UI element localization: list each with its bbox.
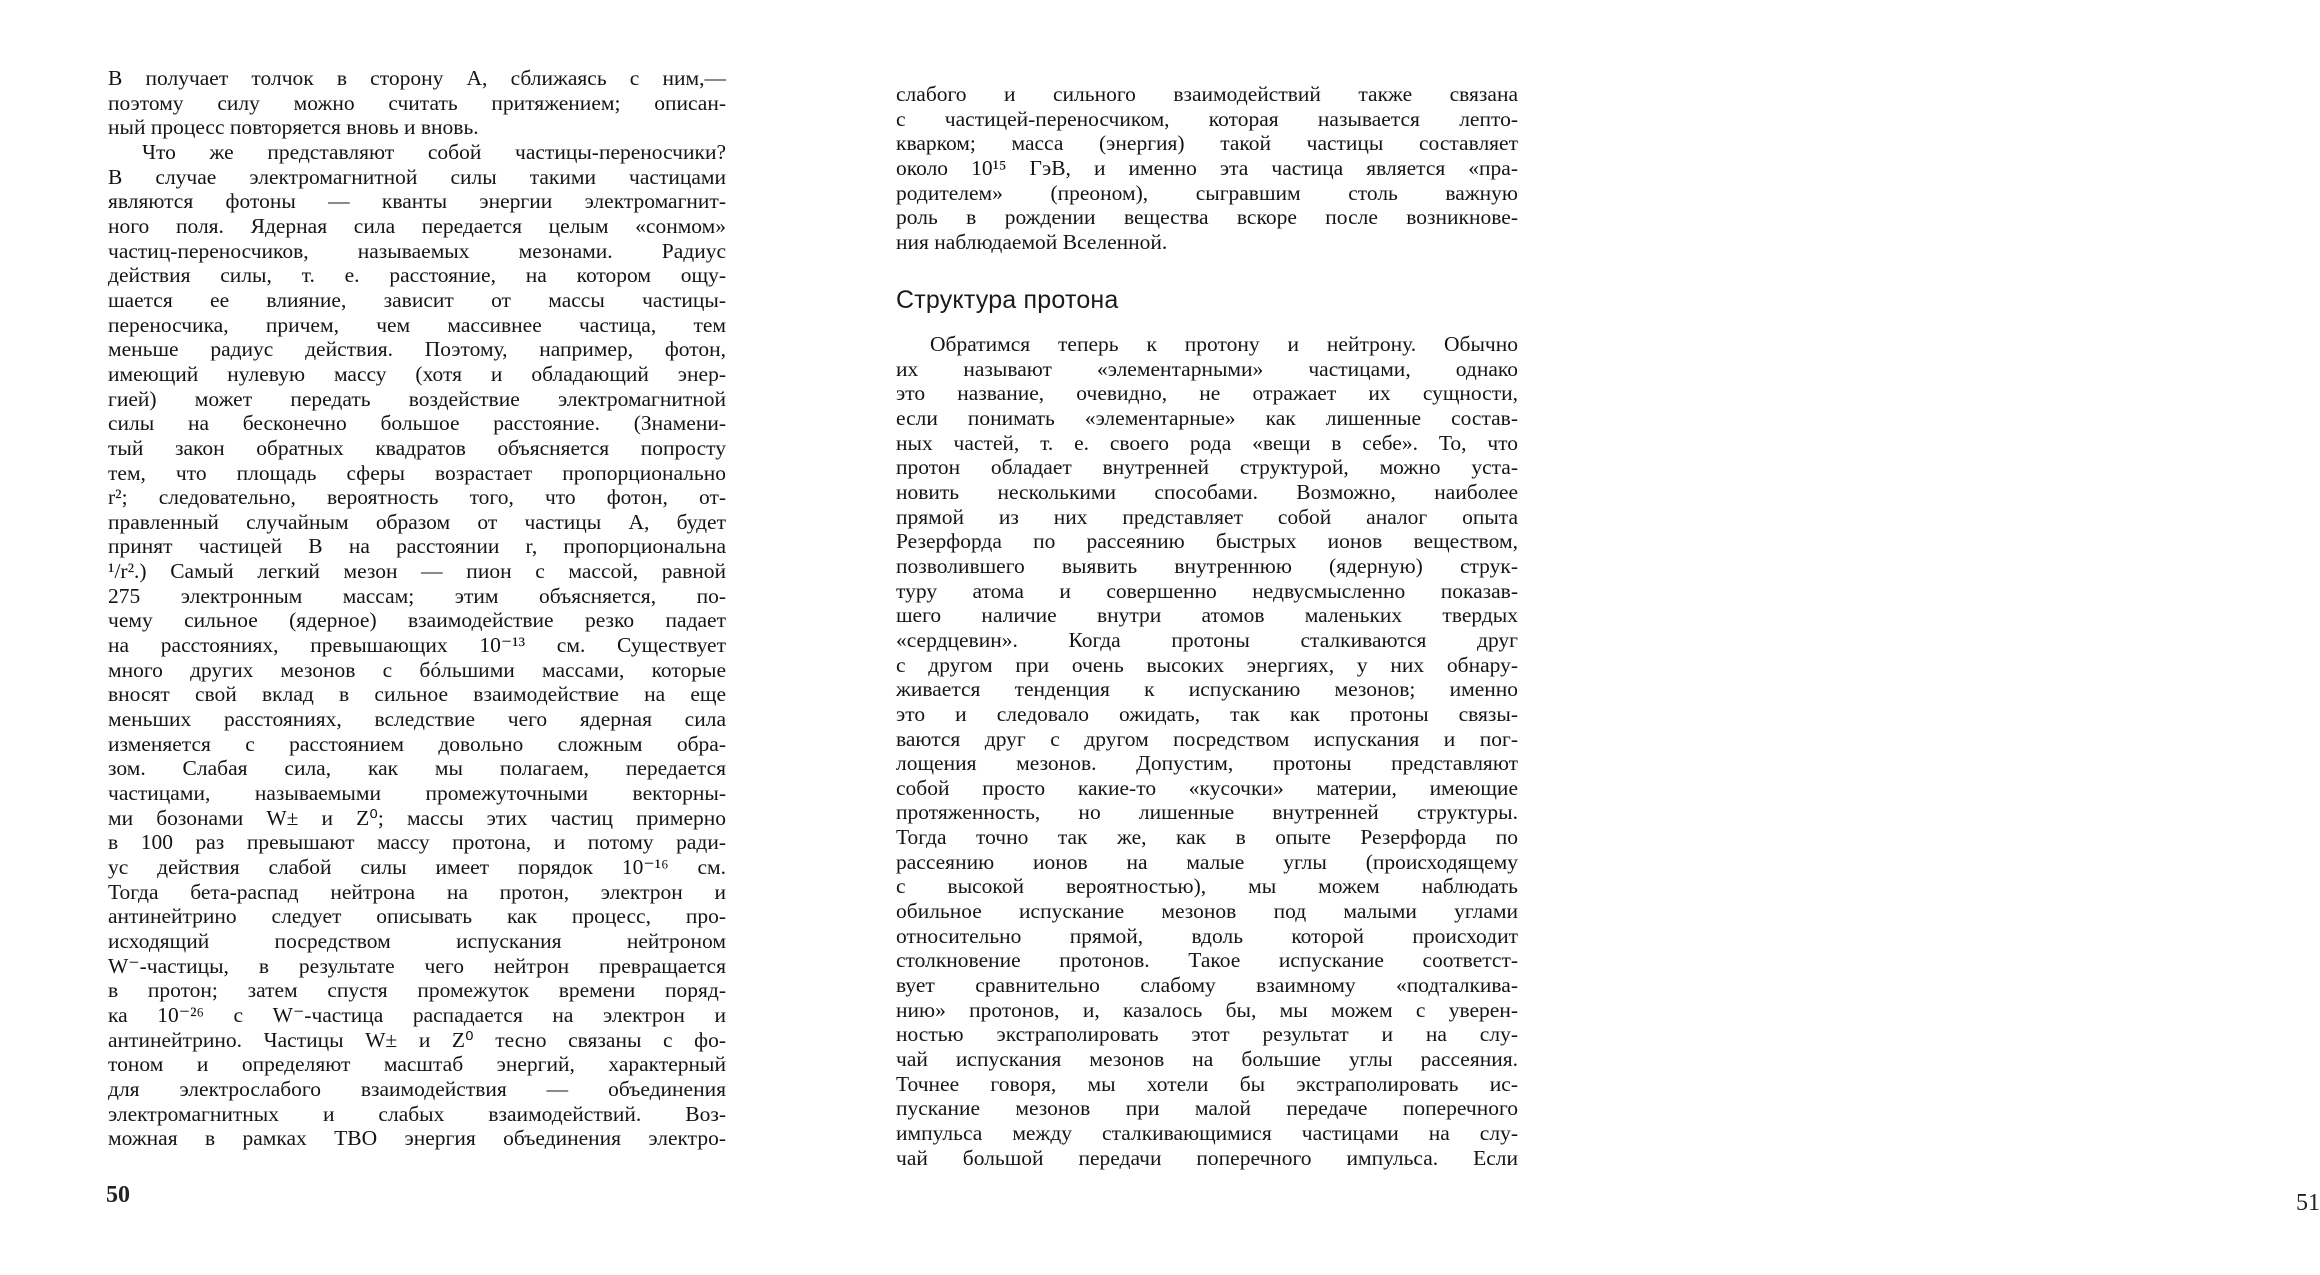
text-line: для электрослабого взаимодействия — объединения	[108, 1076, 726, 1101]
text-line: с высокой вероятностью), мы можем наблюдать	[896, 874, 1518, 899]
text-line: меньших расстояниях, вследствие чего ядерная сила	[108, 707, 726, 732]
text-line: в протон; затем спустя промежуток времени поряд-	[108, 978, 726, 1003]
text-line: кварком; масса (энергия) такой частицы составляет	[896, 131, 1518, 156]
text-line: обильное испускание мезонов под малыми углами	[896, 899, 1518, 924]
text-line: Резерфорда по рассеянию быстрых ионов веществом,	[896, 529, 1518, 554]
text-line: Тогда точно так же, как в опыте Резерфорда по	[896, 825, 1518, 850]
text-line: собой просто какие-то «кусочки» материи, имеющие	[896, 775, 1518, 800]
text-line: Обратимся теперь к протону и нейтрону. Обычно	[930, 332, 1518, 356]
right-page	[800, 0, 2320, 1275]
text-line: чему сильное (ядерное) взаимодействие резко падает	[108, 608, 726, 633]
text-line: много других мезонов с бóльшими массами, которые	[108, 657, 726, 682]
text-line: родителем» (преоном), сыгравшим столь важную	[896, 180, 1518, 205]
right-page-top-text	[896, 82, 1518, 255]
text-line: новить несколькими способами. Возможно, наиболее	[896, 479, 1518, 504]
text-line: чай испускания мезонов на большие углы рассеяния.	[896, 1047, 1518, 1072]
text-line: вует сравнительно слабому взаимному «подталкива-	[896, 973, 1518, 998]
page-number-right: 51	[2296, 1190, 2320, 1216]
text-line: рассеянию ионов на малые углы (происходящему	[896, 849, 1518, 874]
text-line: изменяется с расстоянием довольно сложным обра-	[108, 731, 726, 756]
text-line: r²; следовательно, вероятность того, что фотон, от-	[108, 485, 726, 510]
text-line: столкновение протонов. Такое испускание соответст-	[896, 948, 1518, 973]
text-line: это название, очевидно, не отражает их сущности,	[896, 381, 1518, 406]
text-line: нию» протонов, и, казалось бы, мы можем с уверен-	[896, 997, 1518, 1022]
text-line: поэтому силу можно считать притяжением; описан-	[108, 90, 726, 115]
text-line: принят частицей В на расстоянии r, пропорциональна	[108, 534, 726, 559]
text-line: туру атома и совершенно недвусмысленно показав-	[896, 578, 1518, 603]
text-line: антинейтрино следует описывать как процесс, про-	[108, 904, 726, 929]
text-line: протяженность, но лишенные внутренней структуры.	[896, 800, 1518, 825]
text-line: ния наблюдаемой Вселенной.	[896, 229, 1168, 254]
text-line: В случае электромагнитной силы такими частицами	[108, 164, 726, 189]
text-line: частицами, называемыми промежуточными векторны-	[108, 781, 726, 806]
text-line: вносят свой вклад в сильное взаимодействие на еще	[108, 682, 726, 707]
text-line: В получает толчок в сторону А, сближаясь с ним,—	[108, 66, 726, 90]
text-line: тоном и определяют масштаб энергий, характерный	[108, 1052, 726, 1077]
text-line: ¹/r².) Самый легкий мезон — пион с массой, равной	[108, 559, 726, 584]
text-line: относительно прямой, вдоль которой происходит	[896, 923, 1518, 948]
text-line: гией) может передать воздействие электромагнитной	[108, 386, 726, 411]
text-line: живается тенденция к испусканию мезонов; именно	[896, 677, 1518, 702]
text-line: Точнее говоря, мы хотели бы экстраполировать ис-	[896, 1071, 1518, 1096]
right-page-body-text	[896, 332, 1518, 1170]
text-line: правленный случайным образом от частицы А, будет	[108, 509, 726, 534]
text-line: шего наличие внутри атомов маленьких твердых	[896, 603, 1518, 628]
text-line: ми бозонами W± и Z⁰; массы этих частиц примерно	[108, 805, 726, 830]
section-heading: Структура протона	[896, 286, 1119, 314]
page-number-left: 50	[106, 1182, 130, 1208]
text-line: ус действия слабой силы имеет порядок 10⁻¹⁶ см.	[108, 855, 726, 879]
text-line: ного поля. Ядерная сила передается целым «сонмом»	[108, 213, 726, 238]
text-line: прямой из них представляет собой аналог опыта	[896, 504, 1518, 529]
text-line: в 100 раз превышают массу протона, и потому ради-	[108, 830, 726, 855]
text-line: антинейтрино. Частицы W± и Z⁰ тесно связаны с фо-	[108, 1027, 726, 1052]
text-line: импульса между сталкивающимися частицами на слу-	[896, 1121, 1518, 1145]
text-line: с частицей-переносчиком, которая называется лепто-	[896, 106, 1518, 131]
text-line: Что же представляют собой частицы-переносчики?	[142, 139, 726, 164]
text-line: действия силы, т. е. расстояние, на котором ощу-	[108, 263, 726, 288]
text-line: являются фотоны — кванты энергии электромагнит-	[108, 189, 726, 214]
text-line: ных частей, т. е. своего рода «вещи в себе». То, что	[896, 430, 1518, 455]
text-line: позволившего выявить внутреннюю (ядерную) струк-	[896, 553, 1518, 578]
text-line: их называют «элементарными» частицами, однако	[896, 356, 1518, 381]
text-line: тый закон обратных квадратов объясняется попросту	[108, 435, 726, 460]
text-line: 275 электронным массам; этим объясняется, по-	[108, 583, 726, 608]
text-line: это и следовало ожидать, так как протоны связы-	[896, 701, 1518, 726]
text-line: имеющий нулевую массу (хотя и обладающий энер-	[108, 361, 726, 386]
text-line: слабого и сильного взаимодействий также связана	[896, 82, 1518, 106]
text-line: протон обладает внутренней структурой, можно уста-	[896, 455, 1518, 480]
text-line: ностью экстраполировать этот результат и на слу-	[896, 1022, 1518, 1047]
text-line: ка 10⁻²⁶ с W⁻-частица распадается на электрон и	[108, 1002, 726, 1027]
text-line: силы на бесконечно большое расстояние. (Знамени-	[108, 411, 726, 436]
text-line: если понимать «элементарные» как лишенные состав-	[896, 405, 1518, 430]
text-line: с другом при очень высоких энергиях, у них обнару-	[896, 652, 1518, 677]
text-line: роль в рождении вещества вскоре после возникнове-	[896, 205, 1518, 230]
text-line: Тогда бета-распад нейтрона на протон, электрон и	[108, 879, 726, 904]
text-line: исходящий посредством испускания нейтроном	[108, 928, 726, 953]
left-page	[0, 0, 800, 1275]
text-line: тем, что площадь сферы возрастает пропорционально	[108, 460, 726, 485]
text-line: зом. Слабая сила, как мы полагаем, передается	[108, 756, 726, 781]
text-line: W⁻-частицы, в результате чего нейтрон превращается	[108, 953, 726, 978]
text-line: лощения мезонов. Допустим, протоны представляют	[896, 751, 1518, 776]
text-line: меньше радиус действия. Поэтому, например, фотон,	[108, 337, 726, 362]
text-line: ный процесс повторяется вновь и вновь.	[108, 115, 479, 140]
left-page-text	[108, 66, 726, 1151]
text-line: можная в рамках ТВО энергия объединения электро-	[108, 1126, 726, 1151]
text-line: около 10¹⁵ ГэВ, и именно эта частица является «пра-	[896, 155, 1518, 180]
text-line: частиц-переносчиков, называемых мезонами. Радиус	[108, 238, 726, 263]
text-line: переносчика, причем, чем массивнее частица, тем	[108, 312, 726, 337]
text-line: пускание мезонов при малой передаче поперечного	[896, 1096, 1518, 1121]
text-line: на расстояниях, превышающих 10⁻¹³ см. Существует	[108, 633, 726, 658]
text-line: «сердцевин». Когда протоны сталкиваются друг	[896, 627, 1518, 652]
text-line: шается ее влияние, зависит от массы частицы-	[108, 287, 726, 312]
text-line: ваются друг с другом посредством испускания и пог-	[896, 726, 1518, 751]
text-line: электромагнитных и слабых взаимодействий. Воз-	[108, 1101, 726, 1126]
text-line: чай большой передачи поперечного импульса. Если	[896, 1145, 1518, 1170]
